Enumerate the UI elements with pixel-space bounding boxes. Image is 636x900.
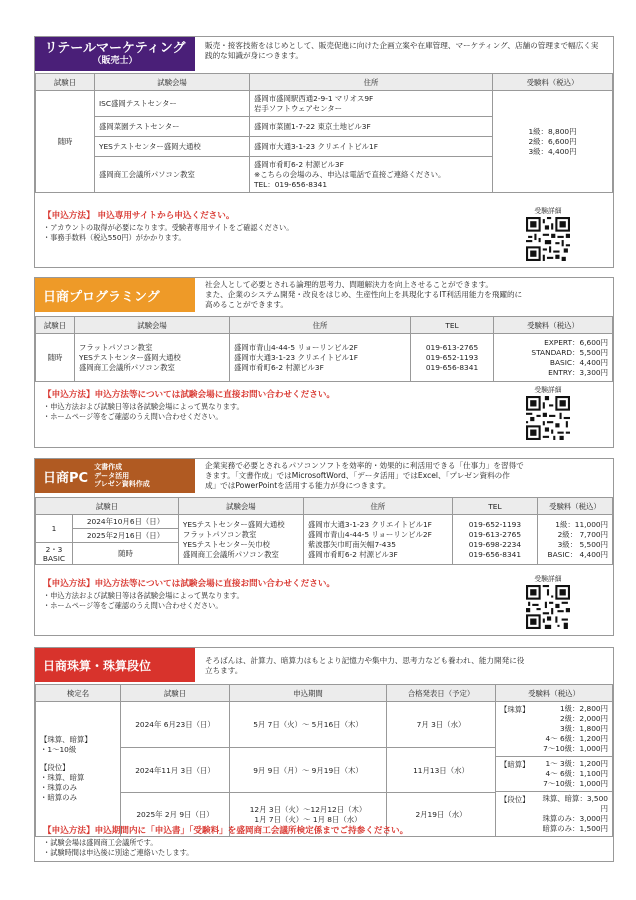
- pc-section: [34, 458, 614, 636]
- programming-header: [35, 278, 195, 312]
- programming-th-tel: TEL: [411, 317, 494, 334]
- programming-notes: ・申込方法および試験日等は各試験会場によって異なります。 ・ホームページ等をご確認のうえ問い合わせください。: [43, 402, 244, 421]
- soroban-th-period: 申込期間: [230, 685, 387, 702]
- pc-notes: ・申込方法および試験日等は各試験会場によって異なります。 ・ホームページ等をご確認のうえ問い合わせください。: [43, 591, 244, 610]
- retail-address-3: 盛岡市大通3-1-23 クリエイトビル1F: [250, 137, 493, 157]
- retail-venue-2: 盛岡菜園テストセンター: [95, 117, 250, 137]
- programming-title: 日商プログラミング: [43, 289, 160, 305]
- soroban-fee-shuzan: 【珠算】 1級：2,800円 2級：2,000円 3級：1,800円 4～ 6級：1,200円 7～10級：1,000円: [496, 702, 612, 757]
- soroban-kentei: 【珠算、暗算】 ・1～10級 【段位】 ・珠算、暗算 ・珠算のみ ・暗算のみ: [36, 702, 121, 837]
- programming-apply: 【申込方法】申込方法等については試験会場に直接お問い合わせください。: [43, 390, 336, 400]
- programming-addresses: 盛岡市青山4-44-5 リョーリンビル2F 盛岡市大通3-1-23 クリエイトビル1F 盛岡市肴町6-2 村源ビル3F: [230, 334, 411, 382]
- programming-th-address: 住所: [230, 317, 411, 334]
- pc-date-1b: 2025年2月16日（日）: [73, 529, 179, 543]
- soroban-date-2: 2024年11月 3日（日）: [121, 747, 230, 793]
- programming-tels: 019-613-2765 019-652-1193 019-656-8341: [411, 334, 494, 382]
- soroban-date-3: 2025年 2月 9日（日）: [121, 793, 230, 837]
- soroban-th-announce: 合格発表日（予定）: [387, 685, 496, 702]
- pc-date-1a: 2024年10月6日（日）: [73, 515, 179, 529]
- pc-tels: 019-652-1193 019-613-2765 019-698-2234 019-656-8341: [452, 515, 537, 565]
- pc-tags: 文書作成 データ活用 プレゼン資料作成: [94, 463, 150, 489]
- soroban-description: そろばんは、計算力、暗算力はもとより記憶力や集中力、思考力なども養われ、能力開発に役 立ちます。: [205, 656, 525, 675]
- retail-description: 販売・接客技術をはじめとして、販売促進に向けた企画立案や在庫管理、マーケティング、店舗の管理まで幅広く実践的な知識が身につきます。: [205, 41, 599, 60]
- retail-qr-code[interactable]: [526, 217, 570, 261]
- programming-table: [35, 316, 613, 382]
- soroban-notes: ・試験会場は盛岡商工会議所です。 ・試験時間は申込後に別途ご連絡いたします。: [43, 838, 194, 857]
- retail-notes: ・アカウントの取得が必要になります。受験者専用サイトをご確認ください。 ・事務手数料（税込550円）がかかります。: [43, 223, 294, 242]
- soroban-period-3: 12月 3日（火）～12月12日（木） 1月 7日（火）～ 1月 8日（水）: [230, 793, 387, 837]
- pc-qr-label: 受験詳細: [534, 575, 562, 583]
- soroban-announce-3: 2月19日（水）: [387, 793, 496, 837]
- pc-addresses: 盛岡市大通3-1-23 クリエイトビル1F 盛岡市青山4-44-5 リョーリンビル2F 紫波郡矢巾町南矢幅7-435 盛岡市肴町6-2 村源ビル3F: [303, 515, 452, 565]
- programming-th-date: 試験日: [36, 317, 75, 334]
- pc-th-venue: 試験会場: [178, 498, 303, 515]
- retail-table: [35, 73, 613, 193]
- retail-venue-3: YESテストセンター盛岡大通校: [95, 137, 250, 157]
- programming-qr-label: 受験詳細: [534, 386, 562, 394]
- retail-venue-4: 盛岡商工会議所パソコン教室: [95, 157, 250, 193]
- pc-fees: 1級：11,000円 2級： 7,700円 3級： 5,500円 BASIC： 4,400円: [537, 515, 612, 565]
- soroban-fee-dan: 【段位】 珠算、暗算：3,500円 珠算のみ：3,000円 暗算のみ：1,500円: [500, 794, 608, 833]
- pc-th-fee: 受験料（税込）: [537, 498, 612, 515]
- pc-date-2: 随時: [73, 543, 179, 565]
- retail-subtitle: （販売士）: [92, 56, 138, 66]
- pc-venues: YESテストセンター盛岡大通校 フラットパソコン教室 YESテストセンター矢巾校 盛岡商工会議所パソコン教室: [178, 515, 303, 565]
- soroban-fees: [496, 702, 613, 837]
- retail-th-venue: 試験会場: [95, 74, 250, 91]
- soroban-fee-anzan: 【暗算】 1～ 3級：1,200円 4～ 6級：1,100円 7～10級：1,000円: [496, 757, 612, 792]
- retail-venue-1: ISC盛岡テストセンター: [95, 91, 250, 117]
- soroban-period-1: 5月 7日（火）～ 5月16日（木）: [230, 702, 387, 748]
- pc-table: [35, 497, 613, 565]
- soroban-th-fee: 受験料（税込）: [496, 685, 613, 702]
- retail-address-2: 盛岡市菜園1-7-22 東京土地ビル3F: [250, 117, 493, 137]
- pc-th-date: 試験日: [36, 498, 179, 515]
- soroban-th-date: 試験日: [121, 685, 230, 702]
- programming-section: [34, 277, 614, 448]
- programming-date: 随時: [36, 334, 75, 382]
- retail-th-address: 住所: [250, 74, 493, 91]
- soroban-period-2: 9月 9日（月）～ 9月19日（木）: [230, 747, 387, 793]
- programming-description: 社会人として必要とされる論理的思考力、問題解決力を向上させることができます。 また、企業のシステム開発・改良をはじめ、生産性向上を具現化するIT利活用能力を飛躍的に 高めることができます。: [205, 280, 523, 309]
- soroban-th-kentei: 検定名: [36, 685, 121, 702]
- retail-address-1: 盛岡市盛岡駅西通2-9-1 マリオス9F 岩手ソフトウェアセンター: [250, 91, 493, 117]
- pc-title: 日商PC: [43, 470, 89, 486]
- pc-th-tel: TEL: [452, 498, 537, 515]
- soroban-announce-2: 11月13日（水）: [387, 747, 496, 793]
- retail-fees: 1級：8,800円 2級：6,600円 3級：4,400円: [493, 91, 613, 193]
- soroban-announce-1: 7月 3日（水）: [387, 702, 496, 748]
- soroban-header: [35, 648, 195, 682]
- programming-th-venue: 試験会場: [75, 317, 230, 334]
- retail-apply: 【申込方法】 申込専用サイトから申込ください。: [43, 211, 235, 221]
- programming-fees: EXPERT：6,600円 STANDARD：5,500円 BASIC：4,400円 ENTRY：3,300円: [494, 334, 613, 382]
- pc-header: [35, 459, 195, 493]
- soroban-date-1: 2024年 6月23日（日）: [121, 702, 230, 748]
- pc-description: 企業実務で必要とされるパソコンソフトを効率的・効果的に利活用できる「仕事力」を習得で きます。「文書作成」ではMicrosoftWord、「データ活用」ではExcel、「プレゼン資料の作 成」ではPowerPointを活用する能力が身につきます。: [205, 461, 524, 490]
- programming-th-fee: 受験料（税込）: [494, 317, 613, 334]
- retail-date: 随時: [36, 91, 95, 193]
- retail-title: リテールマーケティング: [44, 41, 186, 56]
- programming-venues: フラットパソコン教室 YESテストセンター盛岡大通校 盛岡商工会議所パソコン教室: [75, 334, 230, 382]
- soroban-apply: 【申込方法】申込期間内に「申込書」「受験料」を盛岡商工会議所検定係までご持参ください。: [43, 826, 409, 836]
- soroban-table: [35, 684, 613, 837]
- pc-apply: 【申込方法】申込方法等については試験会場に直接お問い合わせください。: [43, 579, 336, 589]
- retail-section: [34, 36, 614, 268]
- pc-grade-2: 2・3 BASIC: [36, 543, 73, 565]
- pc-th-address: 住所: [303, 498, 452, 515]
- soroban-section: [34, 647, 614, 862]
- programming-qr-code[interactable]: [526, 396, 570, 440]
- retail-th-date: 試験日: [36, 74, 95, 91]
- retail-address-4: 盛岡市肴町6-2 村源ビル3F ※こちらの会場のみ、申込は電話で直接ご連絡ください。 TEL：019-656-8341: [250, 157, 493, 193]
- retail-header: [35, 37, 195, 71]
- pc-grade-1: 1: [36, 515, 73, 543]
- soroban-title: 日商珠算・珠算段位: [43, 658, 152, 673]
- pc-qr-code[interactable]: [526, 585, 570, 629]
- retail-qr-label: 受験詳細: [534, 207, 562, 215]
- retail-th-fee: 受験料（税込）: [493, 74, 613, 91]
